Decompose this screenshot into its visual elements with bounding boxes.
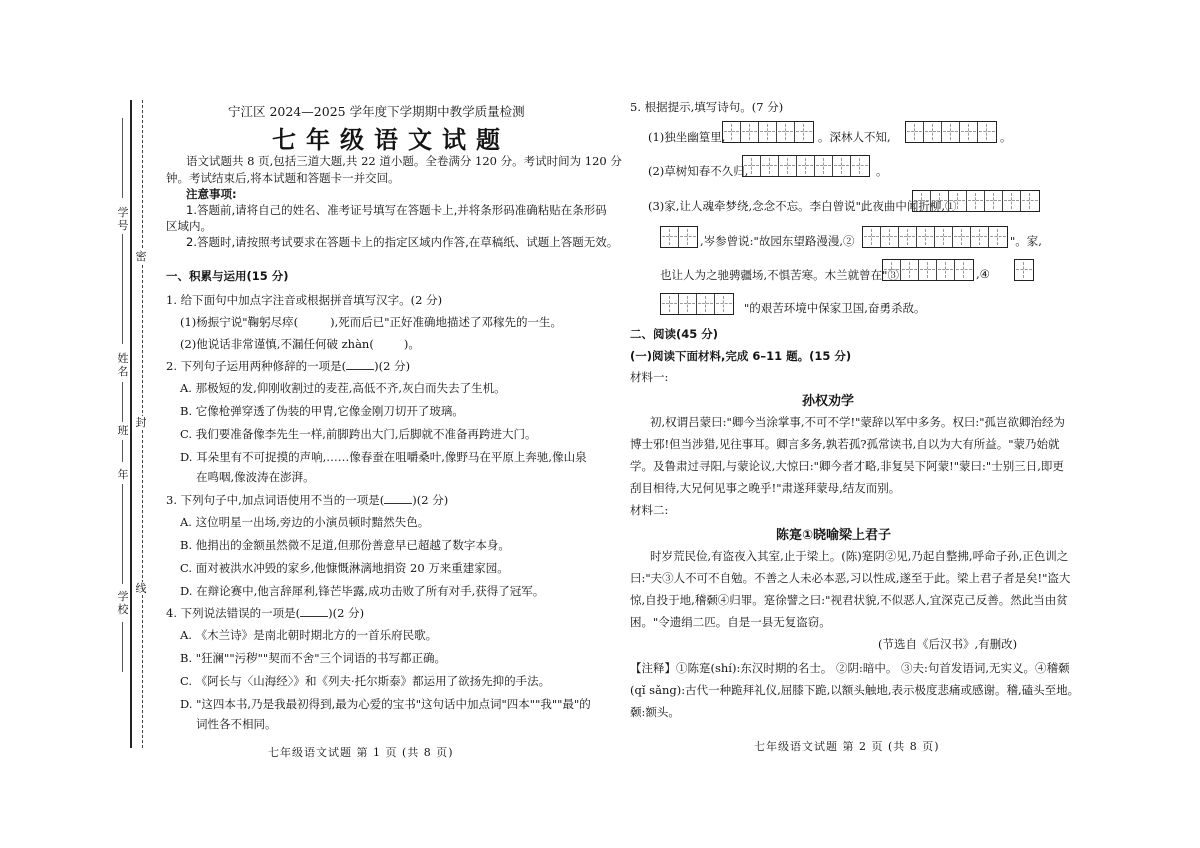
q4-option-d-line-1: D. "这四本书,乃是我最初得到,最为心爱的宝书"这句话中加点词"四本""我""最"的	[180, 697, 591, 711]
material-1-label: 材料一:	[630, 370, 669, 384]
q4-option-b: B. "狂澜""污秽""契而不舍"三个词语的书写都正确。	[180, 651, 446, 665]
q5-1-answer-grid-b[interactable]	[905, 121, 997, 143]
intro-line-2: 钟。考试结束后,将本试题和答题卡一并交回。	[166, 171, 400, 185]
note-2: 2.答题时,请按照考试要求在答题卡上的指定区域内作答,在草稿纸、试题上答题无效。	[186, 235, 619, 249]
material-2-title: 陈寔①晓喻梁上君子	[776, 528, 892, 543]
q5-3-answer-grid-3[interactable]	[882, 259, 974, 281]
annotation-line-2: (qǐ sǎng):古代一种跪拜礼仪,屈膝下跪,以额头触地,表示极度悲痛或感谢。稽,磕头至地。	[630, 683, 1080, 697]
question-2	[166, 358, 410, 374]
student-id-field-lower[interactable]	[122, 234, 123, 344]
section-2-heading: 二、阅读(45 分)	[630, 327, 719, 341]
q4-option-a: A. 《木兰诗》是南北朝时期北方的一首乐府民歌。	[180, 628, 438, 642]
class-field[interactable]	[122, 440, 123, 462]
annotation-line-3: 颡:额头。	[630, 705, 680, 719]
q5-3-answer-grid-4a[interactable]	[1014, 259, 1034, 281]
q4-option-c: C. 《阿长与〈山海经〉》和《列夫·托尔斯泰》都运用了欲扬先抑的手法。	[180, 674, 551, 688]
q2-option-a: A. 那极短的发,仰刚收割过的麦茬,高低不齐,灰白而失去了生机。	[180, 381, 506, 395]
material-1-title: 孙权劝学	[802, 394, 855, 409]
q2-end: )(2 分)	[374, 359, 411, 373]
question-3	[166, 492, 448, 508]
page-2-footer: 七年级语文试题 第 2 页 (共 8 页)	[754, 740, 940, 753]
material-2-line-3: 惊,自投于地,稽颡④归罪。寔徐譬之曰:"视君状貌,不似恶人,宜深克己反善。然此当由贫	[630, 593, 1068, 607]
material-2-line-2: 曰:"夫③人不可不自勉。不善之人未必本恶,习以性成,遂至于此。梁上君子者是矣!"盗大	[630, 571, 1071, 585]
q2-option-c: C. 我们要准备像李先生一样,前脚跨出大门,后脚就不准备再跨进大门。	[180, 427, 537, 441]
q5-2-answer-grid[interactable]	[742, 155, 870, 177]
material-1-line-2: 博士邪!但当涉猎,见往事耳。卿言多务,孰若孤?孤常读书,自以为大有所益。"蒙乃始就	[630, 437, 1060, 451]
material-2-label: 材料二:	[630, 503, 669, 517]
reading-1-heading: (一)阅读下面材料,完成 6–11 题。(15 分)	[630, 349, 852, 363]
question-1: 1. 给下面句中加点字注音或根据拼音填写汉字。(2 分)	[166, 293, 443, 307]
section-1-heading: 一、积累与运用(15 分)	[166, 269, 289, 283]
q3-text: 3. 下列句子中,加点词语使用不当的一项是(	[166, 493, 385, 507]
q3-option-b: B. 他捐出的金额虽然微不足道,但那份善意早已超越了数字本身。	[180, 538, 510, 552]
seal-mi: 密	[135, 250, 147, 263]
name-field[interactable]	[122, 382, 123, 422]
q5-3-text-d: 也让人为之驰骋疆场,不惧苦寒。木兰就曾在"③	[660, 268, 899, 282]
q5-3-text-e: ,④	[976, 267, 990, 281]
q3-end: )(2 分)	[412, 493, 449, 507]
note-1-line-1: 1.答题前,请将自己的姓名、准考证号填写在答题卡上,并将条形码准确粘贴在条形码	[186, 203, 607, 217]
class-label: 班	[117, 424, 129, 437]
school-label: 学校	[117, 590, 129, 616]
q5-1-text-b: 。深林人不知,	[818, 130, 891, 144]
seal-xian: 线	[135, 582, 147, 595]
material-1-line-1: 初,权谓吕蒙曰:"卿今当涂掌事,不可不学!"蒙辞以军中多务。权曰:"孤岂欲卿治经为	[650, 415, 1066, 429]
material-1-line-3: 学。及鲁肃过寻阳,与蒙论议,大惊曰:"卿今者才略,非复吴下阿蒙!"蒙曰:"士别三日,即更	[630, 459, 1064, 473]
note-1-line-2: 区域内。	[166, 219, 212, 233]
q4-option-d-line-2: 词性各不相同。	[196, 717, 277, 731]
q1-1-text-a: (1)杨振宁说"鞠躬尽瘁(	[180, 315, 299, 329]
grade-label: 年	[117, 468, 129, 481]
q2-text: 2. 下列句子运用两种修辞的一项是(	[166, 359, 347, 373]
binding-solid-line	[130, 100, 132, 748]
school-field[interactable]	[122, 622, 123, 672]
q5-3-answer-grid-4b[interactable]	[660, 293, 734, 315]
q5-3-text-a: (3)家,让人魂牵梦绕,念念不忘。李白曾说"此夜曲中闻折柳,①	[648, 199, 957, 213]
q5-1-answer-grid-a[interactable]	[722, 121, 814, 143]
material-1-line-4: 刮目相待,大兄何见事之晚乎!"肃遂拜蒙母,结友而别。	[630, 481, 901, 495]
question-1-2	[180, 336, 420, 352]
q1-2-text-a: (2)他说话非常谨慎,不漏任何破 zhàn(	[180, 337, 374, 351]
exam-header: 宁江区 2024—2025 学年度下学期期中教学质量检测	[228, 104, 525, 119]
q2-answer-blank[interactable]	[346, 369, 374, 370]
student-id-label: 学号	[117, 206, 129, 232]
q5-3-text-c: "。家,	[1010, 234, 1042, 248]
q2-option-d-line-2: 在鸣咽,像波涛在澎湃。	[196, 470, 315, 484]
exam-title: 七年级语文试题	[272, 125, 510, 154]
student-id-field[interactable]	[122, 118, 123, 198]
page-1-footer: 七年级语文试题 第 1 页 (共 8 页)	[268, 746, 454, 759]
notes-heading: 注意事项:	[186, 187, 237, 201]
grade-field[interactable]	[122, 484, 123, 584]
q4-end: )(2 分)	[328, 606, 365, 620]
q5-3-answer-grid-1a[interactable]	[912, 190, 1040, 212]
q2-option-d-line-1: D. 耳朵里有不可捉摸的声响,……像春蚕在咀嚼桑叶,像野马在平原上奔驰,像山泉	[180, 450, 587, 464]
q4-text: 4. 下列说法错误的一项是(	[166, 606, 301, 620]
q3-option-a: A. 这位明星一出场,旁边的小演员顿时黯然失色。	[180, 515, 430, 529]
question-1-1	[180, 314, 562, 330]
q1-1-text-b: ),死而后已"正好准确地描述了邓稼先的一生。	[330, 315, 563, 329]
annotation-line-1: 【注释】①陈寔(shí):东汉时期的名士。 ②阴:暗中。 ③夫:句首发语词,无实义。④稽颡	[630, 661, 1070, 675]
q3-answer-blank[interactable]	[384, 503, 412, 504]
q2-option-b: B. 它像枪弹穿透了伪装的甲胄,它像金刚刀切开了玻璃。	[180, 404, 464, 418]
q5-3-answer-grid-1b[interactable]	[660, 226, 698, 248]
name-label: 姓名	[117, 352, 129, 378]
q1-2-text-b: )。	[403, 337, 420, 351]
question-4	[166, 605, 364, 621]
q3-option-c: C. 面对被洪水冲毁的家乡,他慷慨淋漓地捐资 20 万来重建家园。	[180, 561, 509, 575]
material-2-line-1: 时岁荒民俭,有盗夜入其室,止于梁上。(陈)寔阴②见,乃起自整拂,呼命子孙,正色训之	[650, 549, 1069, 563]
q4-answer-blank[interactable]	[300, 616, 328, 617]
source-note: (节选自《后汉书》,有删改)	[878, 637, 1018, 651]
q5-3-text-f: "的艰苦环境中保家卫国,奋勇杀敌。	[744, 301, 926, 315]
q5-1-text-a: (1)独坐幽篁里,	[648, 130, 726, 144]
q5-2-text-a: (2)草树知春不久归,	[648, 164, 749, 178]
question-5: 5. 根据提示,填写诗句。(7 分)	[630, 100, 784, 114]
q5-3-text-b: ,岑参曾说:"故园东望路漫漫,②	[700, 234, 855, 248]
q3-option-d: D. 在辩论赛中,他言辞犀利,锋芒毕露,成功击败了所有对手,获得了冠军。	[180, 584, 545, 598]
q5-3-answer-grid-2[interactable]	[862, 226, 1008, 248]
intro-line-1: 语文试题共 8 页,包括三道大题,共 22 道小题。全卷满分 120 分。考试时间为 120 分	[186, 154, 622, 168]
seal-feng: 封	[135, 416, 147, 429]
material-2-line-4: 困。"令遗绢二匹。自是一县无复盗窃。	[630, 615, 831, 629]
q5-2-text-b: 。	[876, 164, 888, 178]
q5-1-text-c: 。	[1000, 130, 1012, 144]
